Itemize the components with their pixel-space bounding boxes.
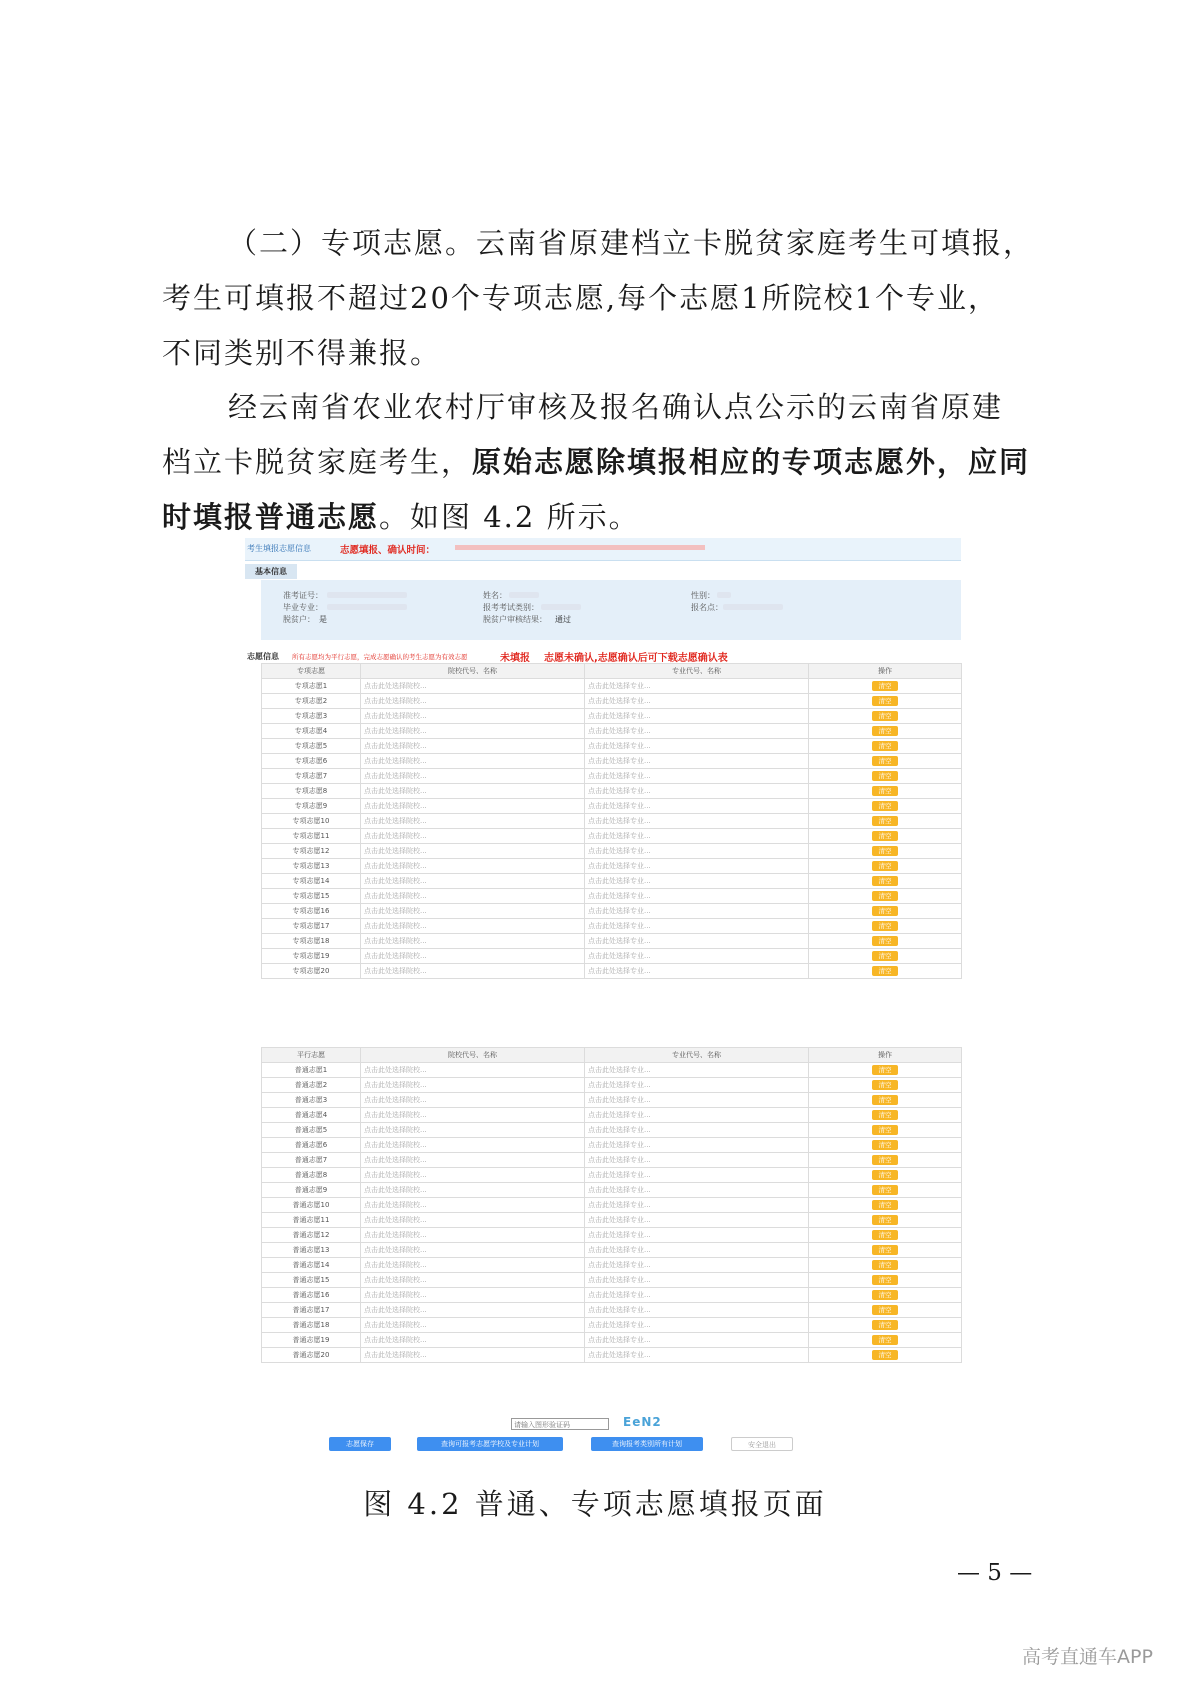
operation-cell	[809, 709, 962, 724]
clear-button[interactable]: 清空	[872, 876, 898, 886]
volunteer-number: 专项志愿8	[262, 784, 361, 799]
school-select[interactable]: 点击此处选择院校...	[361, 1303, 585, 1318]
school-select[interactable]: 点击此处选择院校...	[361, 859, 585, 874]
clear-button[interactable]: 清空	[872, 1230, 898, 1240]
fill-time-label: 志愿填报、确认时间：	[340, 545, 436, 556]
major-select[interactable]: 点击此处选择专业...	[585, 709, 809, 724]
clear-button[interactable]: 清空	[872, 1305, 898, 1315]
clear-button[interactable]: 清空	[872, 1170, 898, 1180]
redacted-gender	[717, 592, 731, 598]
clear-button[interactable]: 清空	[872, 1080, 898, 1090]
column-header: 平行志愿	[262, 1048, 361, 1063]
operation-cell	[809, 754, 962, 769]
operation-cell	[809, 1243, 962, 1258]
major-select[interactable]: 点击此处选择专业...	[585, 1093, 809, 1108]
school-select[interactable]: 点击此处选择院校...	[361, 1228, 585, 1243]
volunteer-number: 普通志愿14	[262, 1258, 361, 1273]
volunteer-number: 专项志愿10	[262, 814, 361, 829]
major-select[interactable]: 点击此处选择专业...	[585, 1243, 809, 1258]
tab-basic-info[interactable]: 基本信息	[245, 564, 297, 579]
table-row	[262, 1318, 962, 1333]
clear-button[interactable]: 清空	[872, 786, 898, 796]
volunteer-number: 专项志愿6	[262, 754, 361, 769]
school-select[interactable]: 点击此处选择院校...	[361, 829, 585, 844]
volunteer-number: 专项志愿7	[262, 769, 361, 784]
operation-cell	[809, 769, 962, 784]
table-row	[262, 964, 962, 979]
table-header-row	[262, 1048, 962, 1063]
table-row	[262, 904, 962, 919]
table-row	[262, 1108, 962, 1123]
clear-button[interactable]: 清空	[872, 831, 898, 841]
volunteer-number: 普通志愿5	[262, 1123, 361, 1138]
clear-button[interactable]: 清空	[872, 696, 898, 706]
clear-button[interactable]: 清空	[872, 951, 898, 961]
paragraph-poverty-students	[162, 380, 1046, 545]
school-select[interactable]: 点击此处选择院校...	[361, 754, 585, 769]
volunteer-number: 普通志愿18	[262, 1318, 361, 1333]
volunteer-info-title: 志愿信息	[247, 652, 279, 661]
operation-cell	[809, 724, 962, 739]
table-row	[262, 1273, 962, 1288]
operation-cell	[809, 679, 962, 694]
school-select[interactable]: 点击此处选择院校...	[361, 949, 585, 964]
table-row	[262, 934, 962, 949]
volunteer-number: 专项志愿13	[262, 859, 361, 874]
table-row	[262, 1288, 962, 1303]
operation-cell	[809, 904, 962, 919]
operation-cell	[809, 844, 962, 859]
operation-cell	[809, 874, 962, 889]
operation-cell	[809, 739, 962, 754]
clear-button[interactable]: 清空	[872, 1335, 898, 1345]
volunteer-number: 专项志愿9	[262, 799, 361, 814]
operation-cell	[809, 964, 962, 979]
table-row	[262, 1333, 962, 1348]
major-select[interactable]: 点击此处选择专业...	[585, 844, 809, 859]
column-header: 院校代号、名称	[361, 664, 585, 679]
audit-label: 脱贫户审核结果：	[483, 615, 547, 624]
p1-line-2: 考生可填报不超过20个专项志愿,每个志愿1所院校1个专业，	[162, 281, 1000, 315]
school-select[interactable]: 点击此处选择院校...	[361, 1273, 585, 1288]
major-select[interactable]: 点击此处选择专业...	[585, 1078, 809, 1093]
table-row	[262, 1138, 962, 1153]
volunteer-number: 普通志愿17	[262, 1303, 361, 1318]
table-row	[262, 784, 962, 799]
clear-button[interactable]: 清空	[872, 726, 898, 736]
p2-line-2: 档立卡脱贫家庭考生，原始志愿除填报相应的专项志愿外，应同	[162, 445, 1031, 479]
school-select[interactable]: 点击此处选择院校...	[361, 1123, 585, 1138]
volunteer-number: 专项志愿17	[262, 919, 361, 934]
operation-cell	[809, 694, 962, 709]
school-select[interactable]: 点击此处选择院校...	[361, 934, 585, 949]
table-row	[262, 859, 962, 874]
school-select[interactable]: 点击此处选择院校...	[361, 1183, 585, 1198]
school-select[interactable]: 点击此处选择院校...	[361, 724, 585, 739]
volunteer-number: 普通志愿4	[262, 1108, 361, 1123]
clear-button[interactable]: 清空	[872, 756, 898, 766]
operation-cell	[809, 859, 962, 874]
major-select[interactable]: 点击此处选择专业...	[585, 1273, 809, 1288]
volunteer-number: 普通志愿13	[262, 1243, 361, 1258]
school-select[interactable]: 点击此处选择院校...	[361, 1243, 585, 1258]
major-select[interactable]: 点击此处选择专业...	[585, 904, 809, 919]
operation-cell	[809, 934, 962, 949]
operation-cell	[809, 1183, 962, 1198]
major-select[interactable]: 点击此处选择专业...	[585, 1318, 809, 1333]
operation-cell	[809, 1168, 962, 1183]
table-row	[262, 724, 962, 739]
major-select[interactable]: 点击此处选择专业...	[585, 1213, 809, 1228]
table-row	[262, 1183, 962, 1198]
clear-button[interactable]: 清空	[872, 816, 898, 826]
clear-button[interactable]: 清空	[872, 1260, 898, 1270]
operation-cell	[809, 1093, 962, 1108]
volunteer-number: 专项志愿16	[262, 904, 361, 919]
operation-cell	[809, 1333, 962, 1348]
major-select[interactable]: 点击此处选择专业...	[585, 859, 809, 874]
operation-cell	[809, 799, 962, 814]
column-header: 操作	[809, 1048, 962, 1063]
school-select[interactable]: 点击此处选择院校...	[361, 919, 585, 934]
table-row	[262, 1168, 962, 1183]
clear-button[interactable]: 清空	[872, 1200, 898, 1210]
table-row	[262, 949, 962, 964]
table-row	[262, 814, 962, 829]
p1-line-3: 不同类别不得兼报。	[162, 336, 442, 370]
table-row	[262, 1123, 962, 1138]
volunteer-number: 专项志愿4	[262, 724, 361, 739]
operation-cell	[809, 1348, 962, 1363]
volunteer-info-header	[247, 649, 963, 663]
major-select[interactable]: 点击此处选择专业...	[585, 1333, 809, 1348]
school-select[interactable]: 点击此处选择院校...	[361, 1213, 585, 1228]
volunteer-number: 普通志愿8	[262, 1168, 361, 1183]
operation-cell	[809, 949, 962, 964]
operation-cell	[809, 1318, 962, 1333]
volunteer-number: 专项志愿3	[262, 709, 361, 724]
clear-button[interactable]: 清空	[872, 921, 898, 931]
major-select[interactable]: 点击此处选择专业...	[585, 1228, 809, 1243]
table-row	[262, 1198, 962, 1213]
major-select[interactable]: 点击此处选择专业...	[585, 724, 809, 739]
volunteer-number: 普通志愿1	[262, 1063, 361, 1078]
table-row	[262, 889, 962, 904]
p2-line-1: 经云南省农业农村厅审核及报名确认点公示的云南省原建	[228, 390, 1004, 424]
operation-cell	[809, 889, 962, 904]
column-header: 专项志愿	[262, 664, 361, 679]
volunteer-number: 专项志愿11	[262, 829, 361, 844]
clear-button[interactable]: 清空	[872, 861, 898, 871]
major-select[interactable]: 点击此处选择专业...	[585, 1153, 809, 1168]
major-select[interactable]: 点击此处选择专业...	[585, 739, 809, 754]
query-schools-button[interactable]: 查询可报考志愿学校及专业计划	[417, 1437, 563, 1451]
table-row	[262, 1093, 962, 1108]
major-label: 毕业专业：	[283, 603, 323, 612]
reg-point-label: 报名点：	[691, 603, 723, 612]
major-select[interactable]: 点击此处选择专业...	[585, 964, 809, 979]
school-select[interactable]: 点击此处选择院校...	[361, 1333, 585, 1348]
volunteer-number: 普通志愿2	[262, 1078, 361, 1093]
school-select[interactable]: 点击此处选择院校...	[361, 904, 585, 919]
table-row	[262, 754, 962, 769]
clear-button[interactable]: 清空	[872, 1185, 898, 1195]
normal-volunteer-table	[261, 1047, 962, 1363]
volunteer-number: 普通志愿3	[262, 1093, 361, 1108]
school-select[interactable]: 点击此处选择院校...	[361, 1318, 585, 1333]
column-header: 专业代号、名称	[585, 664, 809, 679]
volunteer-number: 普通志愿20	[262, 1348, 361, 1363]
operation-cell	[809, 1288, 962, 1303]
volunteer-info-note: 所有志愿均为平行志愿，完成志愿确认的考生志愿为有效志愿	[292, 653, 468, 661]
major-select[interactable]: 点击此处选择专业...	[585, 949, 809, 964]
major-select[interactable]: 点击此处选择专业...	[585, 1138, 809, 1153]
basic-info-panel	[261, 580, 961, 640]
p2-line-3: 时填报普通志愿。如图 4.2 所示。	[162, 500, 640, 534]
major-select[interactable]: 点击此处选择专业...	[585, 679, 809, 694]
exam-no-label: 准考证号：	[283, 591, 323, 600]
special-volunteer-table	[261, 663, 962, 979]
clear-button[interactable]: 清空	[872, 1290, 898, 1300]
column-header: 专业代号、名称	[585, 1048, 809, 1063]
fill-status: 未填报	[500, 653, 530, 664]
volunteer-number: 专项志愿5	[262, 739, 361, 754]
audit-value: 通过	[555, 615, 571, 624]
save-volunteer-button[interactable]: 志愿保存	[329, 1437, 391, 1451]
name-label: 姓名：	[483, 591, 507, 600]
clear-button[interactable]: 清空	[872, 966, 898, 976]
table-row	[262, 799, 962, 814]
poverty-label: 脱贫户：	[283, 615, 315, 624]
table-row	[262, 1228, 962, 1243]
major-select[interactable]: 点击此处选择专业...	[585, 769, 809, 784]
redacted-name	[509, 592, 539, 598]
major-select[interactable]: 点击此处选择专业...	[585, 1303, 809, 1318]
table-row	[262, 739, 962, 754]
volunteer-number: 普通志愿6	[262, 1138, 361, 1153]
school-select[interactable]: 点击此处选择院校...	[361, 1153, 585, 1168]
school-select[interactable]: 点击此处选择院校...	[361, 1288, 585, 1303]
volunteer-number: 普通志愿7	[262, 1153, 361, 1168]
column-header: 操作	[809, 664, 962, 679]
form-title: 考生填报志愿信息	[247, 544, 311, 553]
school-select[interactable]: 点击此处选择院校...	[361, 1078, 585, 1093]
clear-button[interactable]: 清空	[872, 1110, 898, 1120]
operation-cell	[809, 1078, 962, 1093]
school-select[interactable]: 点击此处选择院校...	[361, 1108, 585, 1123]
clear-button[interactable]: 清空	[872, 1275, 898, 1285]
table-row	[262, 694, 962, 709]
school-select[interactable]: 点击此处选择院校...	[361, 799, 585, 814]
major-select[interactable]: 点击此处选择专业...	[585, 754, 809, 769]
operation-cell	[809, 1123, 962, 1138]
volunteer-number: 普通志愿16	[262, 1288, 361, 1303]
paragraph-special-volunteer	[162, 216, 1046, 381]
redacted-time	[455, 545, 705, 550]
table-row	[262, 829, 962, 844]
operation-cell	[809, 1108, 962, 1123]
confirm-tip: 志愿未确认,志愿确认后可下载志愿确认表	[544, 653, 728, 664]
clear-button[interactable]: 清空	[872, 1245, 898, 1255]
volunteer-number: 专项志愿12	[262, 844, 361, 859]
volunteer-number: 专项志愿15	[262, 889, 361, 904]
clear-button[interactable]: 清空	[872, 681, 898, 691]
school-select[interactable]: 点击此处选择院校...	[361, 679, 585, 694]
major-select[interactable]: 点击此处选择专业...	[585, 934, 809, 949]
gender-label: 性别：	[691, 591, 715, 600]
operation-cell	[809, 1138, 962, 1153]
major-select[interactable]: 点击此处选择专业...	[585, 874, 809, 889]
clear-button[interactable]: 清空	[872, 801, 898, 811]
clear-button[interactable]: 清空	[872, 1350, 898, 1360]
table-row	[262, 769, 962, 784]
school-select[interactable]: 点击此处选择院校...	[361, 694, 585, 709]
major-select[interactable]: 点击此处选择专业...	[585, 1348, 809, 1363]
redacted-exam-no	[327, 592, 407, 598]
exam-type-label: 报考考试类别：	[483, 603, 539, 612]
volunteer-number: 专项志愿2	[262, 694, 361, 709]
clear-button[interactable]: 清空	[872, 1140, 898, 1150]
operation-cell	[809, 1273, 962, 1288]
table-row	[262, 1243, 962, 1258]
operation-cell	[809, 1228, 962, 1243]
school-select[interactable]: 点击此处选择院校...	[361, 784, 585, 799]
table-row	[262, 1303, 962, 1318]
table-row	[262, 1258, 962, 1273]
clear-button[interactable]: 清空	[872, 1320, 898, 1330]
school-select[interactable]: 点击此处选择院校...	[361, 739, 585, 754]
major-select[interactable]: 点击此处选择专业...	[585, 1183, 809, 1198]
volunteer-number: 专项志愿1	[262, 679, 361, 694]
clear-button[interactable]: 清空	[872, 771, 898, 781]
school-select[interactable]: 点击此处选择院校...	[361, 1168, 585, 1183]
school-select[interactable]: 点击此处选择院校...	[361, 1198, 585, 1213]
school-select[interactable]: 点击此处选择院校...	[361, 1093, 585, 1108]
major-select[interactable]: 点击此处选择专业...	[585, 1198, 809, 1213]
school-select[interactable]: 点击此处选择院校...	[361, 874, 585, 889]
poverty-value: 是	[319, 615, 327, 624]
school-select[interactable]: 点击此处选择院校...	[361, 1258, 585, 1273]
clear-button[interactable]: 清空	[872, 1125, 898, 1135]
major-select[interactable]: 点击此处选择专业...	[585, 784, 809, 799]
captcha-input[interactable]: 请输入图形验证码	[511, 1418, 609, 1430]
clear-button[interactable]: 清空	[872, 1215, 898, 1225]
operation-cell	[809, 1258, 962, 1273]
clear-button[interactable]: 清空	[872, 891, 898, 901]
operation-cell	[809, 1198, 962, 1213]
volunteer-number: 普通志愿10	[262, 1198, 361, 1213]
clear-button[interactable]: 清空	[872, 711, 898, 721]
volunteer-form-screenshot	[245, 538, 961, 1470]
operation-cell	[809, 814, 962, 829]
figure-caption: 图 4.2 普通、专项志愿填报页面	[363, 1487, 827, 1521]
major-select[interactable]: 点击此处选择专业...	[585, 814, 809, 829]
volunteer-number: 普通志愿19	[262, 1333, 361, 1348]
operation-cell	[809, 1213, 962, 1228]
volunteer-number: 专项志愿19	[262, 949, 361, 964]
redacted-exam-type	[541, 604, 581, 610]
school-select[interactable]: 点击此处选择院校...	[361, 889, 585, 904]
school-select[interactable]: 点击此处选择院校...	[361, 709, 585, 724]
major-select[interactable]: 点击此处选择专业...	[585, 1258, 809, 1273]
school-select[interactable]: 点击此处选择院校...	[361, 964, 585, 979]
volunteer-number: 专项志愿20	[262, 964, 361, 979]
clear-button[interactable]: 清空	[872, 741, 898, 751]
school-select[interactable]: 点击此处选择院校...	[361, 769, 585, 784]
major-select[interactable]: 点击此处选择专业...	[585, 1063, 809, 1078]
clear-button[interactable]: 清空	[872, 1155, 898, 1165]
volunteer-number: 专项志愿18	[262, 934, 361, 949]
clear-button[interactable]: 清空	[872, 1065, 898, 1075]
major-select[interactable]: 点击此处选择专业...	[585, 1288, 809, 1303]
major-select[interactable]: 点击此处选择专业...	[585, 919, 809, 934]
table-row	[262, 1213, 962, 1228]
school-select[interactable]: 点击此处选择院校...	[361, 1348, 585, 1363]
p1-line-1: （二）专项志愿。云南省原建档立卡脱贫家庭考生可填报，	[228, 226, 1035, 260]
volunteer-number: 普通志愿11	[262, 1213, 361, 1228]
captcha-image[interactable]: EeN2	[623, 1415, 662, 1429]
major-select[interactable]: 点击此处选择专业...	[585, 799, 809, 814]
table-row	[262, 1063, 962, 1078]
table-row	[262, 1078, 962, 1093]
query-plans-button[interactable]: 查询报考类别所有计划	[591, 1437, 703, 1451]
operation-cell	[809, 784, 962, 799]
table-row	[262, 709, 962, 724]
major-select[interactable]: 点击此处选择专业...	[585, 1108, 809, 1123]
table-row	[262, 844, 962, 859]
school-select[interactable]: 点击此处选择院校...	[361, 1063, 585, 1078]
table-row	[262, 1348, 962, 1363]
operation-cell	[809, 1063, 962, 1078]
clear-button[interactable]: 清空	[872, 1095, 898, 1105]
volunteer-number: 普通志愿12	[262, 1228, 361, 1243]
table-row	[262, 919, 962, 934]
major-select[interactable]: 点击此处选择专业...	[585, 829, 809, 844]
operation-cell	[809, 1303, 962, 1318]
table-header-row	[262, 664, 962, 679]
school-select[interactable]: 点击此处选择院校...	[361, 844, 585, 859]
volunteer-number: 普通志愿15	[262, 1273, 361, 1288]
clear-button[interactable]: 清空	[872, 936, 898, 946]
major-select[interactable]: 点击此处选择专业...	[585, 889, 809, 904]
table-row	[262, 874, 962, 889]
school-select[interactable]: 点击此处选择院校...	[361, 1138, 585, 1153]
operation-cell	[809, 919, 962, 934]
app-watermark: 高考直通车APP	[1022, 1646, 1153, 1668]
volunteer-number: 专项志愿14	[262, 874, 361, 889]
operation-cell	[809, 1153, 962, 1168]
column-header: 院校代号、名称	[361, 1048, 585, 1063]
major-select[interactable]: 点击此处选择专业...	[585, 1123, 809, 1138]
school-select[interactable]: 点击此处选择院校...	[361, 814, 585, 829]
clear-button[interactable]: 清空	[872, 846, 898, 856]
major-select[interactable]: 点击此处选择专业...	[585, 694, 809, 709]
volunteer-number: 普通志愿9	[262, 1183, 361, 1198]
form-top-bar	[245, 538, 961, 561]
redacted-reg-point	[723, 604, 783, 610]
redacted-major	[327, 604, 407, 610]
logout-button[interactable]: 安全退出	[731, 1437, 793, 1451]
clear-button[interactable]: 清空	[872, 906, 898, 916]
table-row	[262, 1153, 962, 1168]
table-row	[262, 679, 962, 694]
page-number: — 5 —	[957, 1560, 1033, 1586]
operation-cell	[809, 829, 962, 844]
major-select[interactable]: 点击此处选择专业...	[585, 1168, 809, 1183]
